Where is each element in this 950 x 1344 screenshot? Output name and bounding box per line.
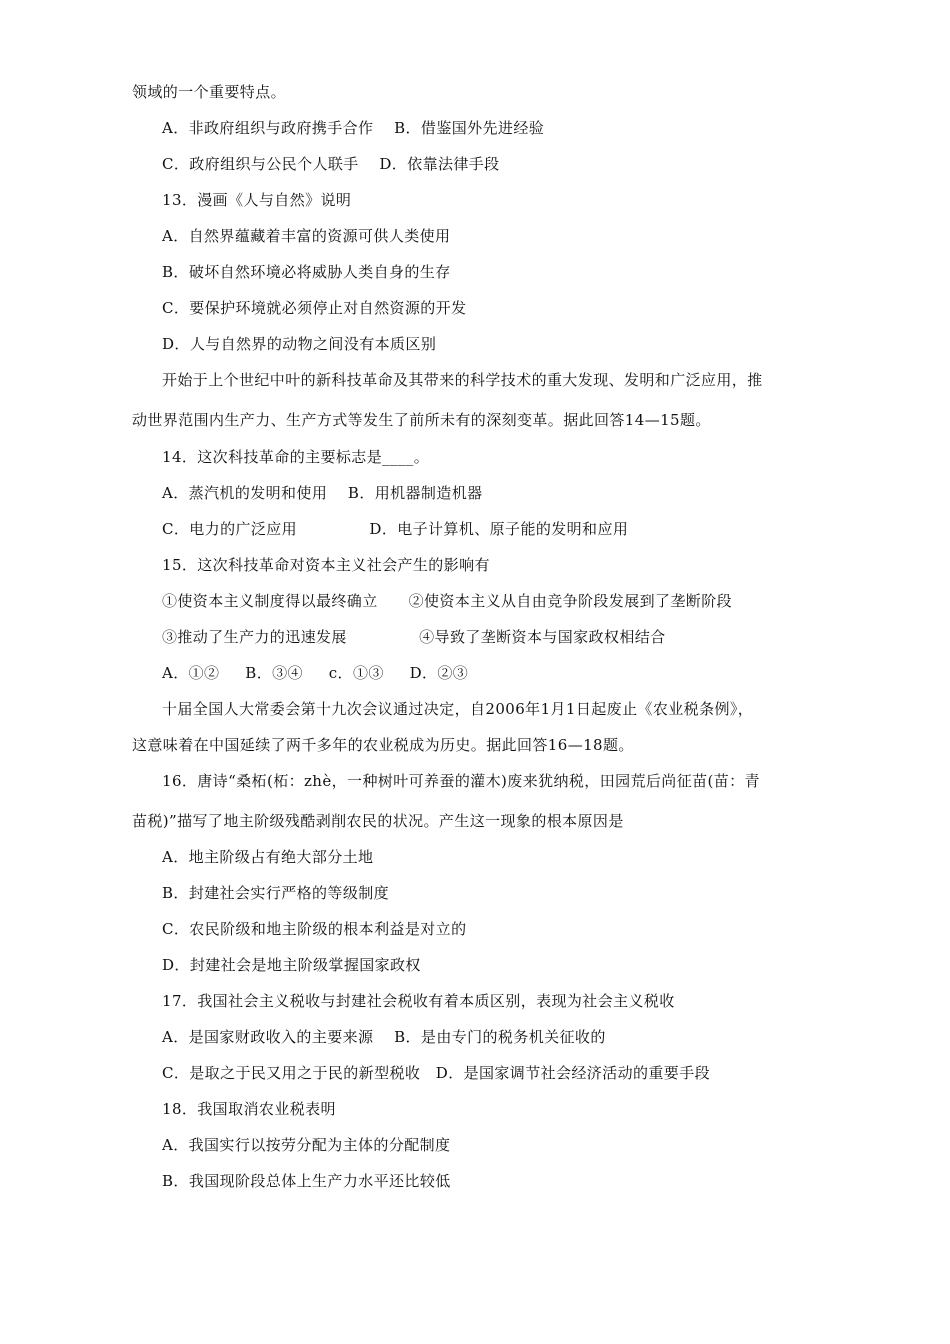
q15-items-34: ③推动了生产力的迅速发展 ④导致了垄断资本与国家政权相结合	[162, 628, 666, 646]
q13-option-b: B．破坏自然环境必将威胁人类自身的生存	[162, 263, 451, 281]
q17-options-ab: A．是国家财政收入的主要来源 B．是由专门的税务机关征收的	[162, 1028, 606, 1046]
q13-stem: 13．漫画《人与自然》说明	[162, 191, 352, 209]
q12-options-cd: C．政府组织与公民个人联手 D．依靠法律手段	[162, 155, 500, 173]
q12-options-ab: A．非政府组织与政府携手合作 B．借鉴国外先进经验	[162, 119, 545, 137]
q14-stem: 14．这次科技革命的主要标志是____。	[162, 448, 430, 466]
q17-options-cd: C．是取之于民又用之于民的新型税收 D．是国家调节社会经济活动的重要手段	[162, 1064, 711, 1082]
text-line-continuation: 领域的一个重要特点。	[132, 83, 287, 101]
q16-option-a: A．地主阶级占有绝大部分土地	[162, 848, 374, 866]
q13-option-a: A．自然界蕴藏着丰富的资源可供人类使用	[162, 227, 451, 245]
q18-option-b: B．我国现阶段总体上生产力水平还比较低	[162, 1172, 451, 1190]
q13-option-c: C．要保护环境就必须停止对自然资源的开发	[162, 299, 467, 317]
q15-items-12: ①使资本主义制度得以最终确立 ②使资本主义从自由竞争阶段发展到了垄断阶段	[162, 592, 733, 610]
q14-options-ab: A．蒸汽机的发明和使用 B．用机器制造机器	[162, 484, 483, 502]
q18-stem: 18．我国取消农业税表明	[162, 1100, 336, 1118]
q17-stem: 17．我国社会主义税收与封建社会税收有着本质区别，表现为社会主义税收	[162, 992, 675, 1010]
q16-option-b: B．封建社会实行严格的等级制度	[162, 884, 390, 902]
q16-stem-line2: 苗税)”描写了地主阶级残酷剥削农民的状况。产生这一现象的根本原因是	[132, 812, 624, 830]
q16-option-c: C．农民阶级和地主阶级的根本利益是对立的	[162, 920, 467, 938]
passage-14-15-line1: 开始于上个世纪中叶的新科技革命及其带来的科学技术的重大发现、发明和广泛应用，推	[162, 371, 763, 389]
q16-stem-line1: 16．唐诗“桑柘(柘：zhè，一种树叶可养蚕的灌木)废来犹纳税，田园荒后尚征苗(苗：青	[162, 772, 760, 790]
passage-16-18-line1: 十届全国人大常委会第十九次会议通过决定，自2006年1月1日起废止《农业税条例》，	[162, 700, 754, 718]
passage-16-18-line2: 这意味着在中国延续了两千多年的农业税成为历史。据此回答16—18题。	[132, 736, 634, 754]
q15-stem: 15．这次科技革命对资本主义社会产生的影响有	[162, 556, 490, 574]
q14-options-cd: C．电力的广泛应用 D．电子计算机、原子能的发明和应用	[162, 520, 629, 538]
q13-option-d: D．人与自然界的动物之间没有本质区别	[162, 335, 437, 353]
passage-14-15-line2: 动世界范围内生产力、生产方式等发生了前所未有的深刻变革。据此回答14—15题。	[132, 411, 711, 429]
q18-option-a: A．我国实行以按劳分配为主体的分配制度	[162, 1136, 451, 1154]
q16-option-d: D．封建社会是地主阶级掌握国家政权	[162, 956, 421, 974]
q15-options: A．①② B．③④ c．①③ D．②③	[162, 664, 469, 682]
